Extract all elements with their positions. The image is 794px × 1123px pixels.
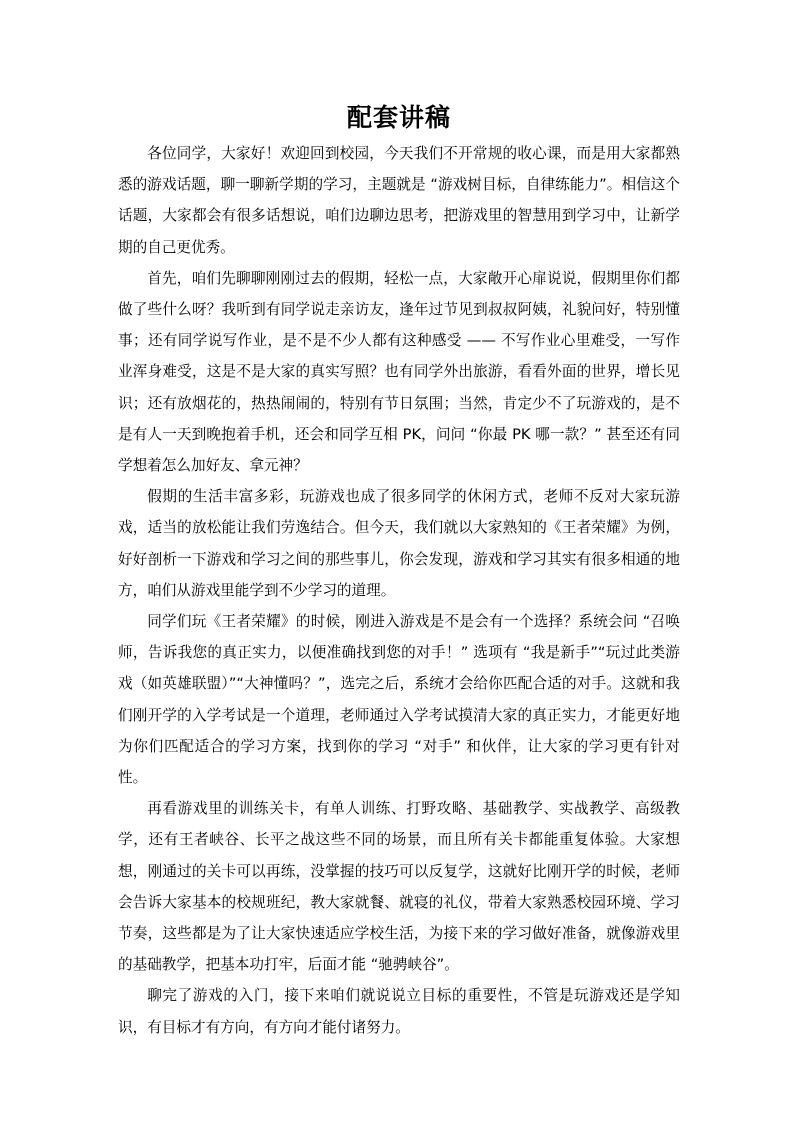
document-title: 配套讲稿 xyxy=(346,103,451,132)
paragraph-holiday-recap: 首先，咱们先聊聊刚刚过去的假期，轻松一点，大家敞开心扉说说，假期里你们都做了些什么呀？我听到有同学说走亲访友，逢年过节见到叔叔阿姨，礼貌问好，特别懂事；还有同学说写作业，是不是不少人都有这种感受 —— 不写作业心里难受，一写作业浑身难受，这是不是大家的真实写照？也有同学外出旅游，看看外面的世界，增长见识；还有放烟花的，热热闹闹的，特别有节日氛围；当然，肯定少不了玩游戏的，是不是有人一天到晚抱着手机，还会和同学互相 PK，问问 “你最 PK 哪一款？” 甚至还有同学想着怎么加好友、拿元神？ xyxy=(118,269,680,475)
paragraph-training-levels: 再看游戏里的训练关卡，有单人训练、打野攻略、基础教学、实战教学、高级教学，还有王者峡谷、长平之战这些不同的场景，而且所有关卡都能重复体验。大家想想，刚通过的关卡可以再练，没掌握的技巧可以反复学，这就好比刚开学的时候，老师会告诉大家基本的校规班纪，教大家就餐、就寝的礼仪，带着大家熟悉校园环境、学习节奏，这些都是为了让大家快速适应学校生活，为接下来的学习做好准备，就像游戏里的基础教学，把基本功打牢，后面才能 “驰骋峡谷”。 xyxy=(118,800,680,974)
paragraph-goals: 聊完了游戏的入门，接下来咱们就说说立目标的重要性，不管是玩游戏还是学知识，有目标才有方向，有方向才能付诸努力。 xyxy=(118,987,680,1036)
paragraph-matchmaking: 同学们玩《王者荣耀》的时候，刚进入游戏是不是会有一个选择？系统会问 “召唤师，告诉我您的真正实力，以便准确找到您的对手！” 选项有 “我是新手”“玩过此类游戏（如英雄联盟）”“大神懂吗？”，选完之后，系统才会给你匹配合适的对手。这就和我们刚开学的入学考试是一个道理，老师通过入学考试摸清大家的真正实力，才能更好地为你们匹配适合的学习方案，找到你的学习 “对手” 和伙伴，让大家的学习更有针对性。 xyxy=(118,613,680,787)
document-page xyxy=(118,100,680,1043)
paragraph-greeting: 各位同学，大家好！欢迎回到校园，今天我们不开常规的收心课，而是用大家都熟悉的游戏话题，聊一聊新学期的学习，主题就是 “游戏树目标，自律练能力”。相信这个话题，大家都会有很多话想说，咱们边聊边思考，把游戏里的智慧用到学习中，让新学期的自己更优秀。 xyxy=(118,145,680,256)
paragraph-game-intro: 假期的生活丰富多彩，玩游戏也成了很多同学的休闲方式，老师不反对大家玩游戏，适当的放松能让我们劳逸结合。但今天，我们就以大家熟知的《王者荣耀》为例，好好剖析一下游戏和学习之间的那些事儿，你会发现，游戏和学习其实有很多相通的地方，咱们从游戏里能学到不少学习的道理。 xyxy=(118,488,680,599)
